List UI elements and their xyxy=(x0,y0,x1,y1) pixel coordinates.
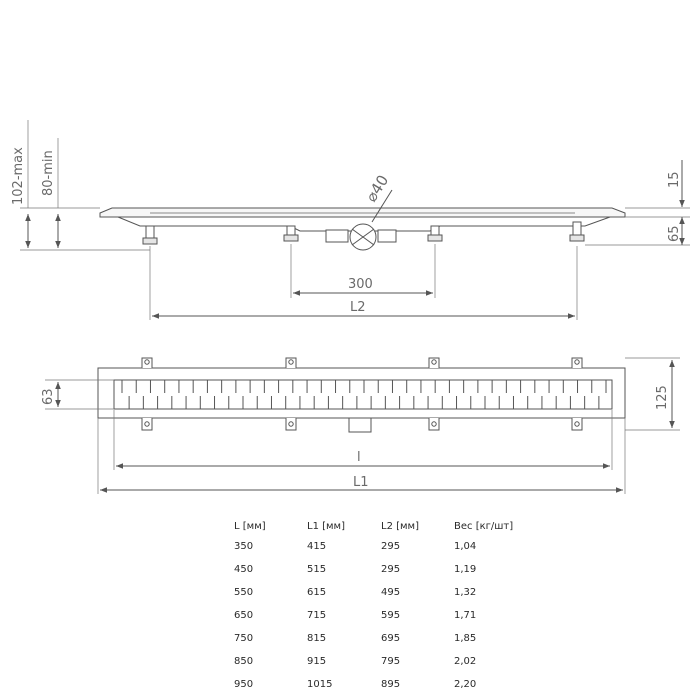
dim-left-outer-label: 102-max xyxy=(11,147,26,205)
cell-l1: 515 xyxy=(307,564,327,575)
leg-4 xyxy=(570,222,584,241)
cell-l2: 295 xyxy=(381,564,401,575)
dim-right-top-label: 15 xyxy=(667,171,682,188)
table-row xyxy=(222,656,542,679)
cell-l2: 695 xyxy=(381,633,401,644)
cell-l: 650 xyxy=(234,610,254,621)
cell-weight: 1,85 xyxy=(454,633,477,644)
cell-l2: 495 xyxy=(381,587,401,598)
cell-l2: 795 xyxy=(381,656,401,667)
cell-weight: 1,71 xyxy=(454,610,477,621)
table-header-row xyxy=(222,520,542,541)
cell-l: 450 xyxy=(234,564,254,575)
cell-l: 750 xyxy=(234,633,254,644)
dim-l-label: l xyxy=(357,450,361,465)
leg-2 xyxy=(284,226,298,241)
dim-top-right-label: 125 xyxy=(655,385,670,410)
cell-l1: 1015 xyxy=(307,679,333,690)
cell-l2: 895 xyxy=(381,679,401,690)
outlet-diameter-label: ⌀40 xyxy=(362,171,393,206)
cell-weight: 1,19 xyxy=(454,564,477,575)
table-row xyxy=(222,587,542,610)
leg-3 xyxy=(428,226,442,241)
dim-right-bottom-label: 65 xyxy=(667,225,682,242)
cell-l: 850 xyxy=(234,656,254,667)
dim-l1-label: L1 xyxy=(353,475,369,490)
cell-l2: 595 xyxy=(381,610,401,621)
table-row xyxy=(222,564,542,587)
size-table-grid xyxy=(222,520,542,700)
header-l: L [мм] xyxy=(234,520,266,532)
table-row xyxy=(222,541,542,564)
cell-l1: 415 xyxy=(307,541,327,552)
header-l1: L1 [мм] xyxy=(307,520,346,532)
table-row xyxy=(222,633,542,656)
size-table xyxy=(222,520,542,700)
cell-l1: 715 xyxy=(307,610,327,621)
cell-l: 550 xyxy=(234,587,254,598)
cell-l2: 295 xyxy=(381,541,401,552)
top-view xyxy=(45,358,680,494)
table-row xyxy=(222,610,542,633)
dim-top-left-label: 63 xyxy=(41,388,56,405)
dim-l2-label: L2 xyxy=(350,300,366,315)
dim-left-inner-label: 80-min xyxy=(41,150,56,196)
cell-weight: 1,04 xyxy=(454,541,477,552)
header-l2: L2 [мм] xyxy=(381,520,420,532)
header-weight: Вес [кг/шт] xyxy=(454,520,514,532)
cell-weight: 2,20 xyxy=(454,679,477,690)
outlet xyxy=(326,190,396,250)
outlet-stub xyxy=(349,418,371,432)
cell-l: 950 xyxy=(234,679,254,690)
cell-l1: 915 xyxy=(307,656,327,667)
cell-l: 350 xyxy=(234,541,254,552)
leg-1 xyxy=(143,226,157,244)
table-row xyxy=(222,679,542,700)
cell-l1: 815 xyxy=(307,633,327,644)
cell-weight: 2,02 xyxy=(454,656,477,667)
cell-l1: 615 xyxy=(307,587,327,598)
cell-weight: 1,32 xyxy=(454,587,477,598)
dim-center-label: 300 xyxy=(348,277,373,292)
